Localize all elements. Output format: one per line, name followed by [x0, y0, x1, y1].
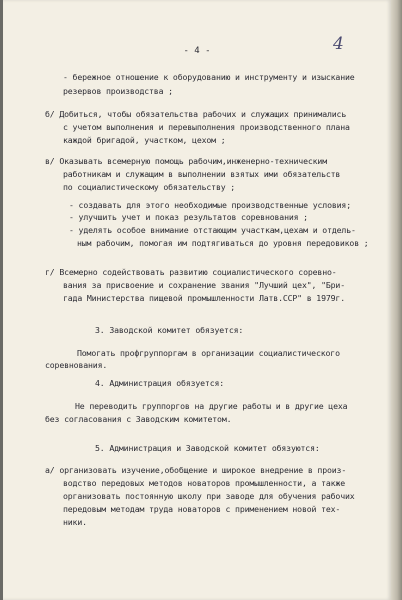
text-line: гада Министерства пищевой промышленности Латв.ССР" в 1979г.	[63, 293, 345, 303]
text-line: - бережное отношение к оборудованию и инструменту и изыскание	[63, 72, 355, 82]
text-line: работникам и служащим в выполнении взятых ими обязательств	[63, 169, 341, 179]
text-line: вания за присвоение и сохранение звания "Лучший цех", "Бри-	[63, 280, 345, 290]
page-number: - 4 -	[183, 46, 211, 56]
document-page	[3, 0, 391, 600]
text-line: - уделять особое внимание отстающим участкам,цехам и отдель-	[69, 225, 356, 235]
text-line: в/ Оказывать всемерную помощь рабочим,инженерно-техническим	[45, 156, 327, 166]
text-line: резервов производства ;	[63, 86, 173, 96]
text-line: - улучшить учет и показ результатов соревнования ;	[69, 212, 308, 222]
section-heading: 4. Администрация обязуется:	[95, 378, 225, 388]
text-line: Не переводить группоргов на другие работы и в другие цеха	[75, 401, 348, 411]
text-line: соревнования.	[45, 360, 108, 370]
handwritten-page-number: 4	[333, 34, 344, 54]
text-line: передовым методам труда новаторов с применением новой тех-	[63, 504, 341, 514]
section-heading: 3. Заводской комитет обязуется:	[95, 325, 244, 335]
text-line: без согласования с Заводским комитетом.	[45, 414, 232, 424]
page-edge	[391, 0, 402, 600]
text-line: организовать постоянную школу при заводе для обучения рабочих	[63, 491, 355, 501]
text-line: ники.	[63, 517, 87, 527]
text-line: с учетом выполнения и перевыполнения производственного плана	[63, 122, 350, 132]
text-line: б/ Добиться, чтобы обязательства рабочих и служащих принимались	[45, 109, 347, 119]
text-line: - создавать для этого необходимые производственные условия;	[69, 200, 351, 210]
text-line: по социалистическому обязательству ;	[63, 182, 236, 192]
text-line: водство передовых методов новаторов промышленности, а также	[63, 478, 345, 488]
text-line: г/ Всемерно содействовать развитию социалистического соревно-	[45, 267, 337, 277]
text-line: ным рабочим, помогая им подтягиваться до уровня передовиков ;	[77, 238, 369, 248]
text-line: каждой бригадой, участком, цехом ;	[63, 135, 226, 145]
section-heading: 5. Администрация и Заводской комитет обязуются:	[95, 443, 320, 453]
text-line: а/ организовать изучение,обобщение и широкое внедрение в произ-	[45, 465, 347, 475]
text-line: Помогать профгруппоргам в организации социалистического	[77, 348, 340, 358]
